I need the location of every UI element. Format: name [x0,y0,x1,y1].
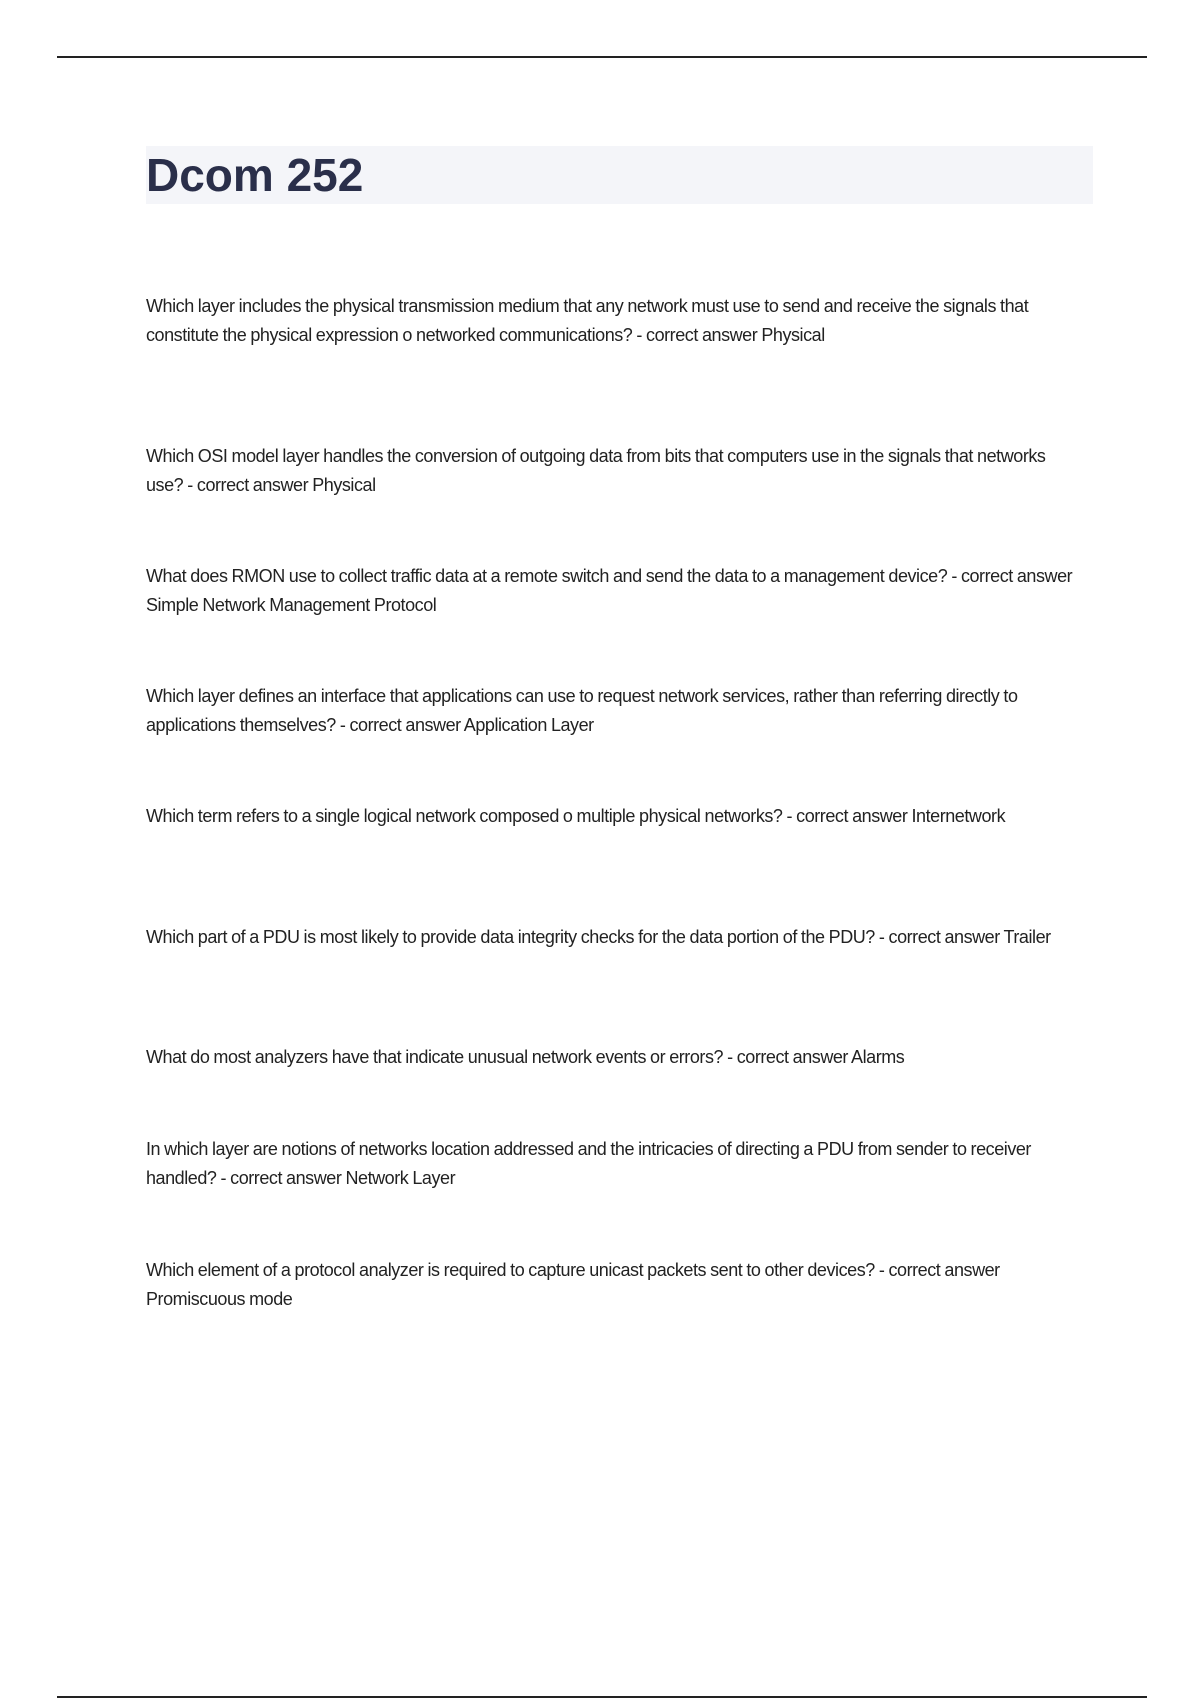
top-rule [57,56,1147,58]
answer-prefix: correct answer [888,1260,1000,1280]
answer-prefix: correct answer [230,1168,342,1188]
separator: - [874,1260,889,1280]
answer-prefix: correct answer [796,806,908,826]
answer-text: Application Layer [463,715,594,735]
qa-item [146,442,1086,500]
answer-text: Simple Network Management Protocol [146,595,437,615]
question-text: In which layer are notions of networks location addressed and the intricacies of directing a PDU from sender to receiver handled? [146,1139,1031,1188]
separator: - [216,1168,231,1188]
separator: - [874,927,889,947]
answer-text: Internetwork [911,806,1006,826]
answer-prefix: correct answer [888,927,1000,947]
answer-prefix: correct answer [196,475,309,495]
question-text: Which layer defines an interface that applications can use to request network services, rather than referring directly to applications themselves? [146,686,1018,735]
separator: - [183,475,197,495]
question-text: Which element of a protocol analyzer is required to capture unicast packets sent to other devices? [146,1260,875,1280]
question-text: Which layer includes the physical transmission medium that any network must use to send and receive the signals that constitute the physical expression o networked communications? [146,296,1029,345]
qa-item [146,1256,1086,1314]
bottom-rule [57,1696,1147,1698]
answer-prefix: correct answer [960,566,1073,586]
answer-prefix: correct answer [646,325,758,345]
qa-item [146,682,1086,740]
answer-text: Network Layer [345,1168,456,1188]
separator: - [632,325,647,345]
qa-item [146,1135,1086,1193]
answer-text: Alarms [851,1047,905,1067]
qa-item [146,802,1086,831]
answer-text: Physical [761,325,825,345]
question-text: What do most analyzers have that indicate unusual network events or errors? [146,1047,724,1067]
answer-text: Promiscuous mode [146,1289,293,1309]
question-text: Which term refers to a single logical network composed o multiple physical networks? [146,806,783,826]
answer-prefix: correct answer [349,715,461,735]
separator: - [723,1047,737,1067]
qa-item [146,1043,1086,1072]
question-text: Which OSI model layer handles the conversion of outgoing data from bits that computers use in the signals that networks use? [146,446,1046,495]
page-title: Dcom 252 [146,149,364,201]
answer-prefix: correct answer [736,1047,848,1067]
qa-item [146,562,1086,620]
question-text: What does RMON use to collect traffic data at a remote switch and send the data to a management device? [146,566,948,586]
question-text: Which part of a PDU is most likely to provide data integrity checks for the data portion of the PDU? [146,927,875,947]
separator: - [947,566,961,586]
separator: - [782,806,797,826]
qa-item [146,292,1086,350]
answer-text: Trailer [1003,927,1051,947]
separator: - [335,715,350,735]
answer-text: Physical [312,475,376,495]
qa-item [146,923,1086,952]
